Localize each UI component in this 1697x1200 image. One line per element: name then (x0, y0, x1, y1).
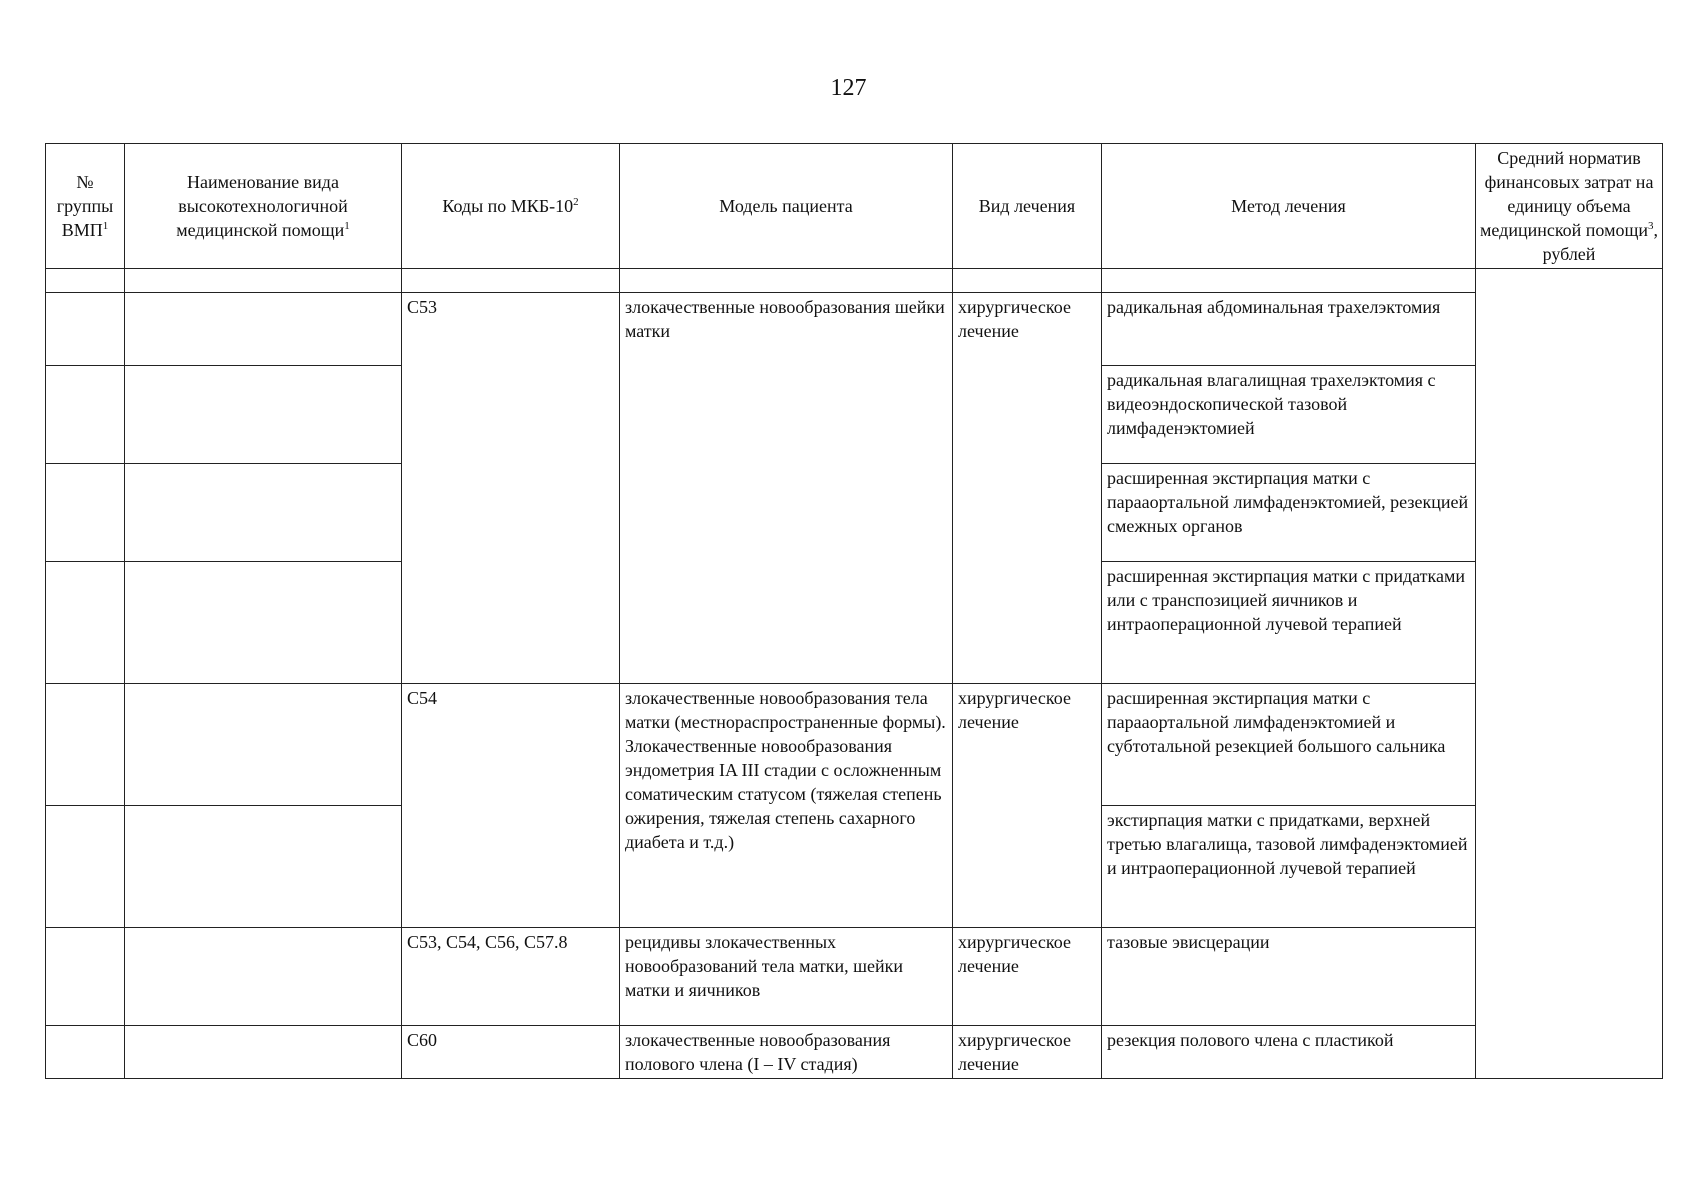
cell-patient-model (620, 269, 953, 293)
cell-patient-model: злокачественные новообразования полового члена (I – IV стадия) (620, 1026, 953, 1079)
cell-vmp-name (125, 269, 402, 293)
cell-vmp-name (125, 464, 402, 562)
header-vmp-name: Наименование вида высокотехнологичной медицинской помощи$^1$ (125, 144, 402, 269)
cell-treatment-type: хирургическое лечение (953, 684, 1102, 928)
cell-vmp-name (125, 684, 402, 806)
cell-treatment-type (953, 269, 1102, 293)
cell-treatment-type: хирургическое лечение (953, 293, 1102, 684)
table-row (46, 1026, 1663, 1079)
cell-treatment-method: радикальная абдоминальная трахелэктомия (1102, 293, 1476, 366)
cell-icd-codes (402, 269, 620, 293)
table-row (46, 269, 1663, 293)
cell-icd-codes: C54 (402, 684, 620, 928)
cell-group-no (46, 806, 125, 928)
cell-vmp-name (125, 562, 402, 684)
cell-treatment-method: расширенная экстирпация матки с парааортальной лимфаденэктомией и субтотальной резекцией большого сальника (1102, 684, 1476, 806)
cell-treatment-method: расширенная экстирпация матки с придатками или с транспозицией яичников и интраоперационной лучевой терапией (1102, 562, 1476, 684)
table-row (46, 928, 1663, 1026)
cell-group-no (46, 684, 125, 806)
cell-icd-codes: C53 (402, 293, 620, 684)
header-patient-model: Модель пациента (620, 144, 953, 269)
table-row (46, 293, 1663, 366)
cell-treatment-method: расширенная экстирпация матки с парааортальной лимфаденэктомией, резекцией смежных органов (1102, 464, 1476, 562)
cell-group-no (46, 269, 125, 293)
header-icd-codes: Коды по МКБ-$10^2$ (402, 144, 620, 269)
cell-treatment-method (1102, 269, 1476, 293)
table-header-row (46, 144, 1663, 269)
cell-treatment-type: хирургическое лечение (953, 1026, 1102, 1079)
cell-vmp-name (125, 1026, 402, 1079)
cell-vmp-name (125, 806, 402, 928)
cell-patient-model: злокачественные новообразования тела матки (местнораспространенные формы). Злокачественные новообразования эндометрия IA III стадии с осложненным соматическим статусом (тяжелая степень ожирения, тяжелая степень сахарного диабета и т.д.) (620, 684, 953, 928)
cell-group-no (46, 366, 125, 464)
cell-icd-codes: C60 (402, 1026, 620, 1079)
cell-treatment-method: тазовые эвисцерации (1102, 928, 1476, 1026)
header-cost-norm: Средний норматив финансовых затрат на единицу объема медицинской помощи$^3$, рублей (1476, 144, 1663, 269)
cell-group-no (46, 928, 125, 1026)
cell-group-no (46, 562, 125, 684)
header-treatment-type: Вид лечения (953, 144, 1102, 269)
cell-vmp-name (125, 293, 402, 366)
page-number: 127 (830, 75, 867, 101)
cell-group-no (46, 293, 125, 366)
vmp-table (45, 143, 1663, 1079)
cell-vmp-name (125, 928, 402, 1026)
header-group-no: № группы ВМП$^1$ (46, 144, 125, 269)
cell-treatment-type: хирургическое лечение (953, 928, 1102, 1026)
cell-patient-model: злокачественные новообразования шейки матки (620, 293, 953, 684)
cell-patient-model: рецидивы злокачественных новообразований тела матки, шейки матки и яичников (620, 928, 953, 1026)
cell-vmp-name (125, 366, 402, 464)
cell-group-no (46, 1026, 125, 1079)
table-row (46, 684, 1663, 806)
cell-group-no (46, 464, 125, 562)
cell-treatment-method: радикальная влагалищная трахелэктомия с видеоэндоскопической тазовой лимфаденэктомией (1102, 366, 1476, 464)
cell-treatment-method: резекция полового члена с пластикой (1102, 1026, 1476, 1079)
cell-icd-codes: C53, C54, C56, C57.8 (402, 928, 620, 1026)
cell-treatment-method: экстирпация матки с придатками, верхней третью влагалища, тазовой лимфаденэктомией и интраоперационной лучевой терапией (1102, 806, 1476, 928)
header-treatment-method: Метод лечения (1102, 144, 1476, 269)
cell-cost-norm (1476, 269, 1663, 1079)
